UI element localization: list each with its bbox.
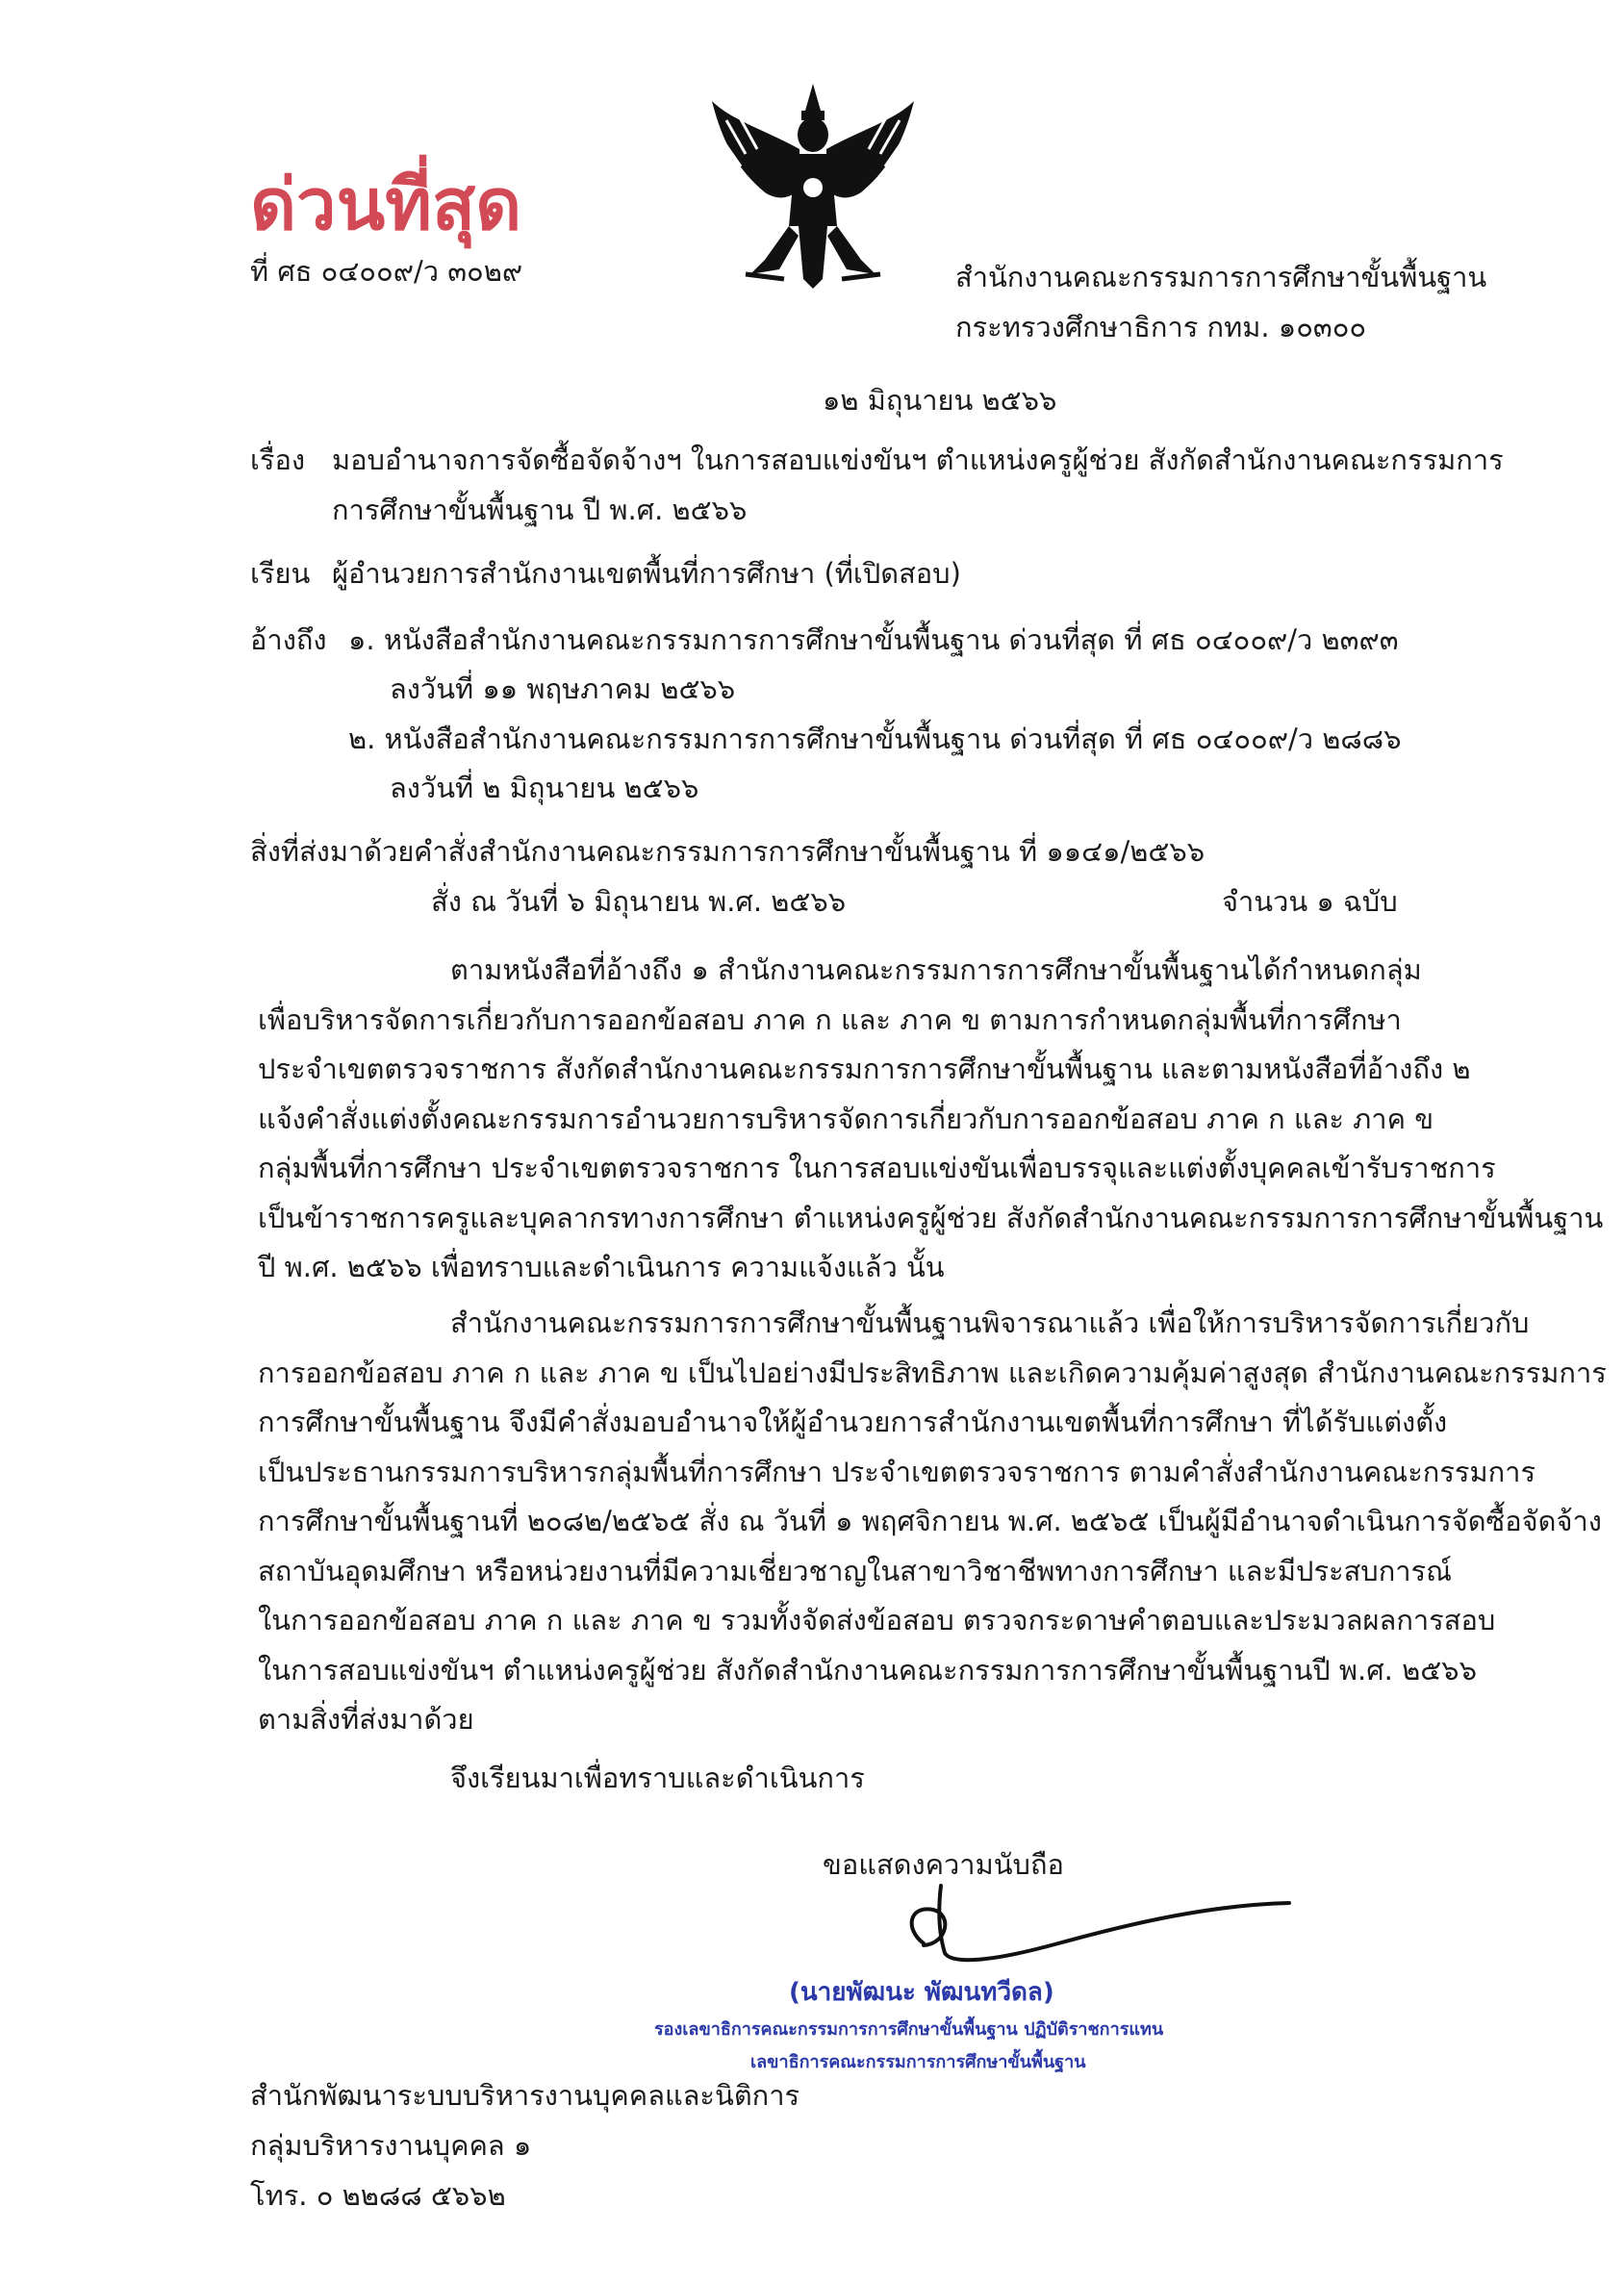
urgency-stamp: ด่วนที่สุด xyxy=(250,164,522,246)
signatory-title-2: เลขาธิการคณะกรรมการการศึกษาขั้นพื้นฐาน xyxy=(750,2052,1086,2072)
paragraph-2-line: ในการออกข้อสอบ ภาค ก และ ภาค ข รวมทั้งจัดส่งข้อสอบ ตรวจกระดาษคำตอบและประมวลผลการสอบ xyxy=(258,1604,1496,1636)
paragraph-2-line: การออกข้อสอบ ภาค ก และ ภาค ข เป็นไปอย่างมีประสิทธิภาพ และเกิดความคุ้มค่าสูงสุด สำนักงานคณะกรรมการ xyxy=(258,1356,1607,1389)
reference-1-line-1: ๑. หนังสือสำนักงานคณะกรรมการการศึกษาขั้นพื้นฐาน ด่วนที่สุด ที่ ศธ ๐๔๐๐๙/ว ๒๓๙๓ xyxy=(348,623,1399,656)
paragraph-2-line: สำนักงานคณะกรรมการการศึกษาขั้นพื้นฐานพิจารณาแล้ว เพื่อให้การบริหารจัดการเกี่ยวกับ xyxy=(450,1306,1530,1339)
paragraph-2-line: ตามสิ่งที่ส่งมาด้วย xyxy=(258,1703,474,1736)
reference-2-line-2: ลงวันที่ ๒ มิถุนายน ๒๕๖๖ xyxy=(390,772,699,804)
paragraph-1-line: เป็นข้าราชการครูและบุคลากรทางการศึกษา ตำแหน่งครูผู้ช่วย สังกัดสำนักงานคณะกรรมการการศึกษาขั้นพื้นฐาน xyxy=(258,1201,1604,1234)
body-paragraph-1 xyxy=(258,946,1604,1293)
paragraph-1-line: แจ้งคำสั่งแต่งตั้งคณะกรรมการอำนวยการบริหารจัดการเกี่ยวกับการออกข้อสอบ ภาค ก และ ภาค ข xyxy=(258,1102,1434,1135)
to-label: เรียน xyxy=(250,557,311,590)
enclosure-line-2: สั่ง ณ วันที่ ๖ มิถุนายน พ.ศ. ๒๕๖๖ xyxy=(431,885,847,918)
garuda-emblem-icon xyxy=(707,82,919,293)
document-number: ที่ ศธ ๐๔๐๐๙/ว ๓๐๒๙ xyxy=(250,255,523,288)
document-date: ๑๒ มิถุนายน ๒๕๖๖ xyxy=(823,384,1057,417)
closing-line: จึงเรียนมาเพื่อทราบและดำเนินการ xyxy=(450,1762,865,1794)
regards: ขอแสดงความนับถือ xyxy=(823,1848,1064,1881)
enclosure-count: จำนวน ๑ ฉบับ xyxy=(1222,885,1398,918)
subject-line-1: มอบอำนาจการจัดซื้อจัดจ้างฯ ในการสอบแข่งขันฯ ตำแหน่งครูผู้ช่วย สังกัดสำนักงานคณะกรรมการ xyxy=(332,444,1504,476)
office-address: กระทรวงศึกษาธิการ กทม. ๑๐๓๐๐ xyxy=(955,311,1367,343)
paragraph-1-line: ปี พ.ศ. ๒๕๖๖ เพื่อทราบและดำเนินการ ความแจ้งแล้ว นั้น xyxy=(258,1251,945,1283)
paragraph-2-line: สถาบันอุดมศึกษา หรือหน่วยงานที่มีความเชี่ยวชาญในสาขาวิชาชีพทางการศึกษา และมีประสบการณ์ xyxy=(258,1554,1453,1587)
enclosure-line-1: คำสั่งสำนักงานคณะกรรมการการศึกษาขั้นพื้นฐาน ที่ ๑๑๔๑/๒๕๖๖ xyxy=(414,835,1205,868)
signatory-title-1: รองเลขาธิการคณะกรรมการการศึกษาขั้นพื้นฐาน ปฏิบัติราชการแทน xyxy=(654,2019,1164,2040)
body-paragraph-2 xyxy=(258,1299,1607,1745)
reference-2-line-1: ๒. หนังสือสำนักงานคณะกรรมการการศึกษาขั้นพื้นฐาน ด่วนที่สุด ที่ ศธ ๐๔๐๐๙/ว ๒๘๘๖ xyxy=(348,723,1402,755)
paragraph-1-line: ประจำเขตตรวจราชการ สังกัดสำนักงานคณะกรรมการการศึกษาขั้นพื้นฐาน และตามหนังสือที่อ้างถึง ๒ xyxy=(258,1053,1471,1085)
subject-line-2: การศึกษาขั้นพื้นฐาน ปี พ.ศ. ๒๕๖๖ xyxy=(332,494,748,526)
paragraph-1-line: กลุ่มพื้นที่การศึกษา ประจำเขตตรวจราชการ ในการสอบแข่งขันเพื่อบรรจุและแต่งตั้งบุคคลเข้ารับราชการ xyxy=(258,1152,1496,1184)
footer-department: สำนักพัฒนาระบบบริหารงานบุคคลและนิติการ xyxy=(250,2079,800,2112)
footer-group: กลุ่มบริหารงานบุคคล ๑ xyxy=(250,2129,532,2162)
handwritten-signature xyxy=(866,1876,1299,1972)
paragraph-2-line: การศึกษาขั้นพื้นฐานที่ ๒๐๘๒/๒๕๖๕ สั่ง ณ วันที่ ๑ พฤศจิกายน พ.ศ. ๒๕๖๕ เป็นผู้มีอำนาจดำเนินการจัดซื้อจัดจ้าง xyxy=(258,1505,1602,1537)
footer-phone: โทร. ๐ ๒๒๘๘ ๕๖๖๒ xyxy=(250,2179,506,2212)
issuing-office: สำนักงานคณะกรรมการการศึกษาขั้นพื้นฐาน xyxy=(955,261,1487,293)
signatory-name: (นายพัฒนะ พัฒนทวีดล) xyxy=(789,1978,1054,2007)
enclosure-label: สิ่งที่ส่งมาด้วย xyxy=(250,835,415,868)
reference-1-line-2: ลงวันที่ ๑๑ พฤษภาคม ๒๕๖๖ xyxy=(390,672,736,705)
to-recipient: ผู้อำนวยการสำนักงานเขตพื้นที่การศึกษา (ที่เปิดสอบ) xyxy=(332,557,961,590)
subject-label: เรื่อง xyxy=(250,444,306,476)
paragraph-2-line: ในการสอบแข่งขันฯ ตำแหน่งครูผู้ช่วย สังกัดสำนักงานคณะกรรมการการศึกษาขั้นพื้นฐานปี พ.ศ. ๒๕๖๖ xyxy=(258,1653,1477,1687)
paragraph-1-line: ตามหนังสือที่อ้างถึง ๑ สำนักงานคณะกรรมการการศึกษาขั้นพื้นฐานได้กำหนดกลุ่ม xyxy=(450,953,1422,986)
paragraph-2-line: เป็นประธานกรรมการบริหารกลุ่มพื้นที่การศึกษา ประจำเขตตรวจราชการ ตามคำสั่งสำนักงานคณะกรรมการ xyxy=(258,1455,1536,1488)
paragraph-1-line: เพื่อบริหารจัดการเกี่ยวกับการออกข้อสอบ ภาค ก และ ภาค ข ตามการกำหนดกลุ่มพื้นที่การศึกษา xyxy=(258,1002,1402,1036)
references-label: อ้างถึง xyxy=(250,623,327,656)
paragraph-2-line: การศึกษาขั้นพื้นฐาน จึงมีคำสั่งมอบอำนาจให้ผู้อำนวยการสำนักงานเขตพื้นที่การศึกษา ที่ได้รับแต่งตั้ง xyxy=(258,1406,1448,1438)
